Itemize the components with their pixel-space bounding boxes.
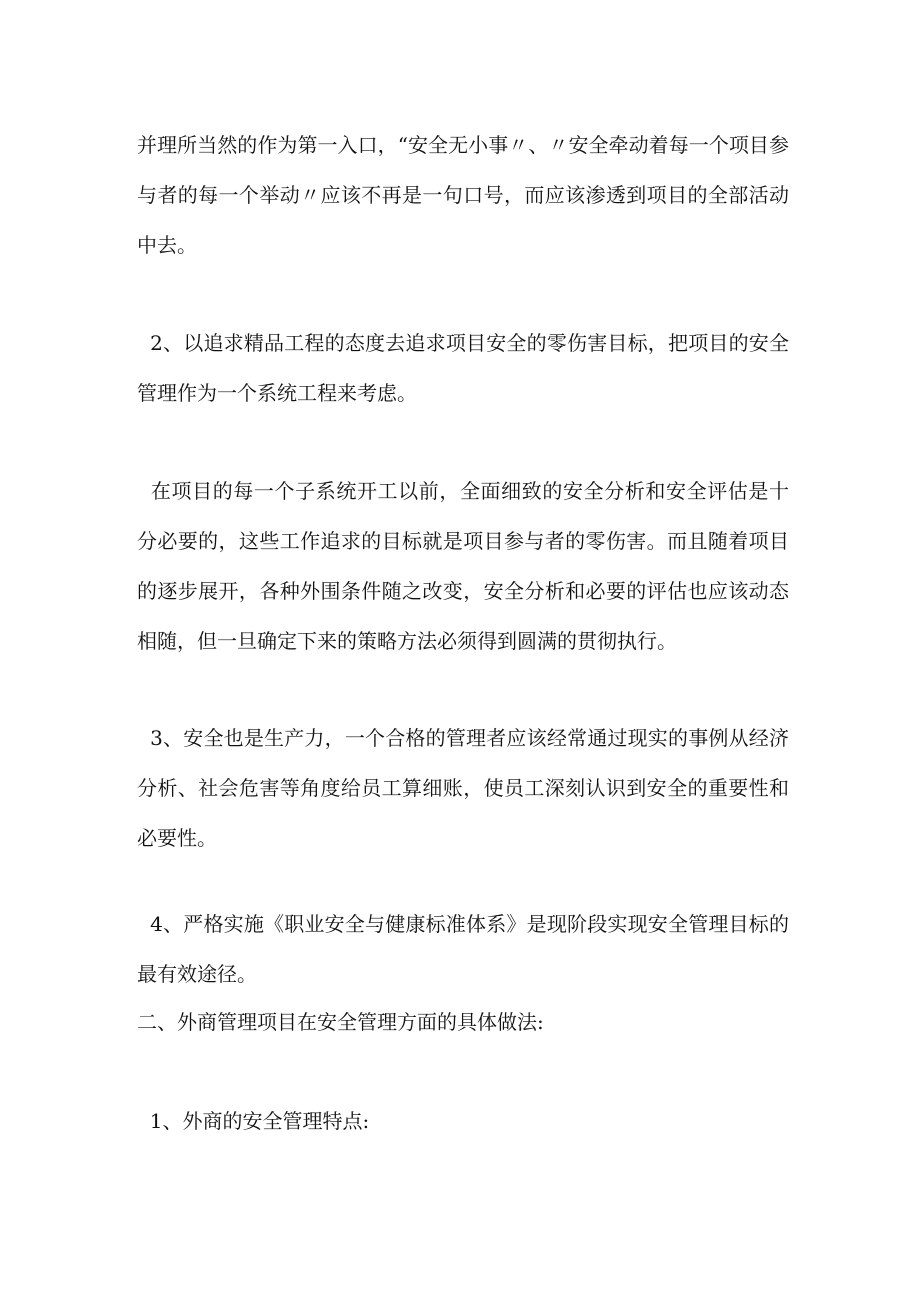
paragraph-safety-first-entry: 并理所当然的作为第一入口，“安全无小事〃、〃安全牵动着每一个项目参与者的每一个举动〃应该不再是一句口号，而应该渗透到项目的全部活动中去。	[137, 133, 789, 257]
paragraph-subsystem-analysis: 在项目的每一个子系统开工以前，全面细致的安全分析和安全评估是十分必要的，这些工作追求的目标就是项目参与者的零伤害。而且随着项目的逐步展开，各种外围条件随之改变，安全分析和必要的评估也应该动态相随，但一旦确定下来的策略方法必须得到圆满的贯彻执行。	[137, 479, 789, 653]
paragraph-point-2: 2、以追求精品工程的态度去追求项目安全的零伤害目标，把项目的安全管理作为一个系统工程来考虑。	[137, 331, 789, 405]
section-heading-foreign-practices: 二、外商管理项目在安全管理方面的具体做法:	[137, 1010, 544, 1034]
paragraph-point-4: 4、严格实施《职业安全与健康标准体系》是现阶段实现安全管理目标的最有效途径。	[137, 912, 789, 986]
paragraph-point-3: 3、安全也是生产力，一个合格的管理者应该经常通过现实的事例从经济分析、社会危害等角度给员工算细账，使员工深刻认识到安全的重要性和必要性。	[137, 726, 789, 850]
paragraph-foreign-features: 1、外商的安全管理特点:	[137, 1109, 370, 1133]
